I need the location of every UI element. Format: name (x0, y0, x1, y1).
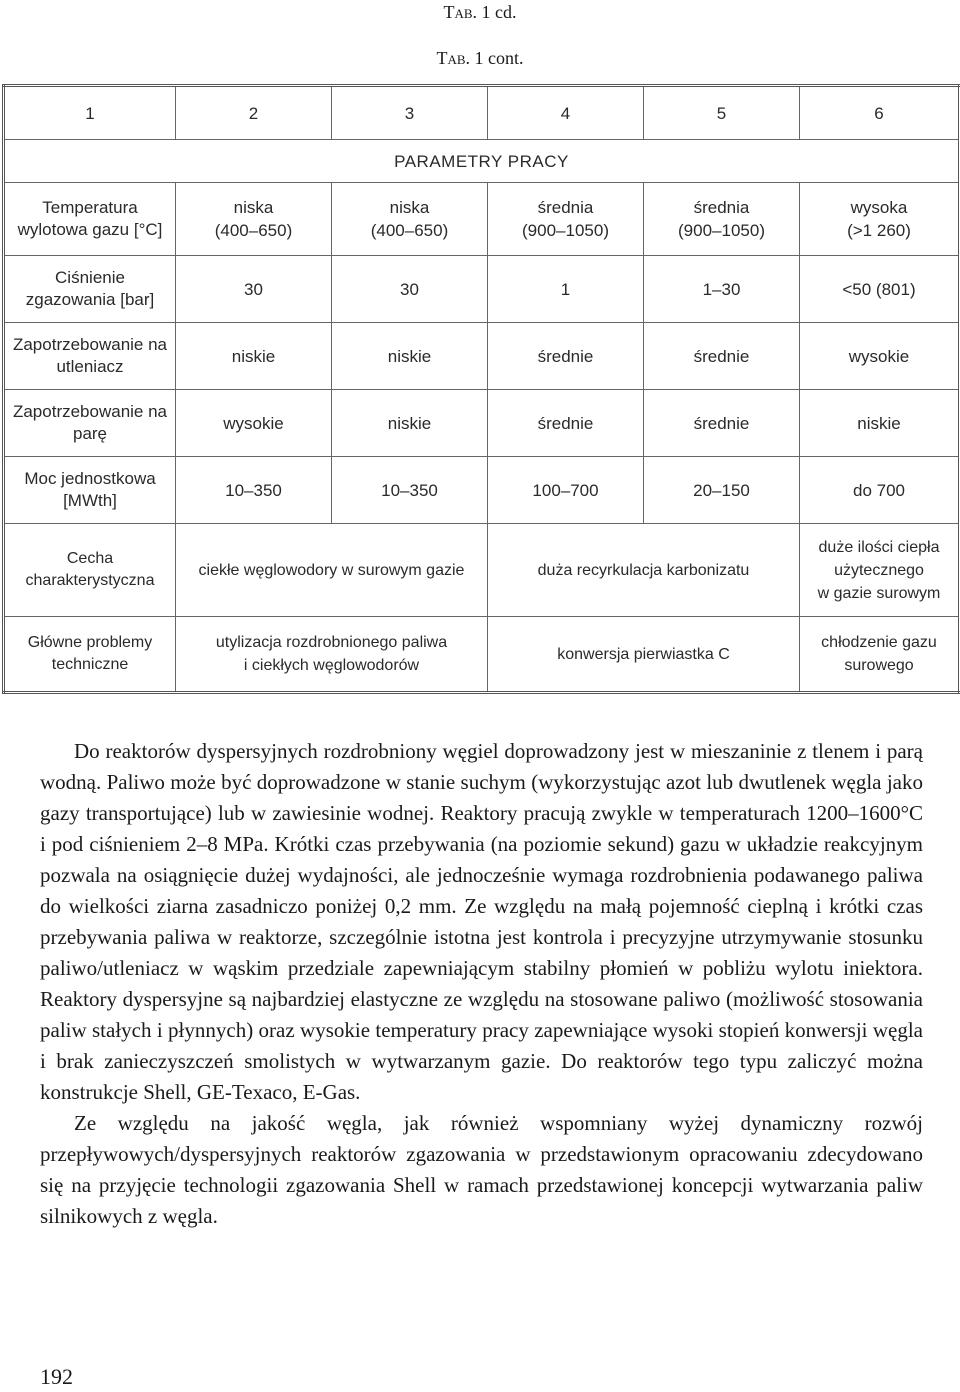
row-label: Zapotrzebowanie na parę (4, 390, 176, 457)
table-cell: średnia (900–1050) (488, 183, 644, 256)
caption-text: 1 cont. (474, 48, 524, 68)
table-cell: niska (400–650) (332, 183, 488, 256)
paragraph: Do reaktorów dyspersyjnych rozdrobniony węgiel doprowadzony jest w mieszaninie z tlenem i parą wodną. Paliwo może być doprowadzone w stanie suchym (wykorzystując azot lub dwutlenek węgla jako gazy transportujące) lub w zawiesinie wodnej. Reaktory pracują zwykle w temperaturach 1200–1600°C i pod ciśnieniem 2–8 MPa. Krótki czas przebywania (na poziomie sekund) gazu w układzie reakcyjnym pozwala na osiągnięcie dużej wydajności, ale jednocześnie wymaga rozdrobnienia podawanego paliwa do wielkości ziarna zasadniczo poniżej 0,2 mm. Ze względu na małą pojemność cieplną i krótki czas przebywania paliwa w reaktorze, szczególnie istotna jest kontrola i precyzyjne utrzymywanie stosunku paliwo/utleniacz w wąskim przedziale zapewniającym stabilny płomień w pobliżu wylotu iniektora. Reaktory dyspersyjne są najbardziej elastyczne ze względu na stosowane paliwo (możliwość stosowania paliw stałych i płynnych) oraz wysokie temperatury pracy zapewniające wysoki stopień konwersji węgla i brak zanieczyszczeń smolistych w wytwarzanym gazie. Do reaktorów tego typu zaliczyć można konstrukcje Shell, GE-Texaco, E-Gas. (40, 739, 923, 1104)
table-cell: duże ilości ciepła użytecznego w gazie surowym (800, 524, 960, 617)
column-number: 4 (488, 86, 644, 140)
table-row-steam (4, 390, 960, 457)
table-cell: wysokie (176, 390, 332, 457)
table-cell: konwersja pierwiastka C (488, 617, 800, 693)
gasifier-parameters-table (2, 84, 960, 694)
table-cell: średnie (644, 323, 800, 390)
table-cell: duża recyrkulacja karbonizatu (488, 524, 800, 617)
paragraph: Ze względu na jakość węgla, jak również wspomniany wyżej dynamiczny rozwój przepływowych/dyspersyjnych reaktorów zgazowania w przedstawionym opracowaniu zdecydowano się na przyjęcie technologii zgazowania Shell w ramach przedstawionej koncepcji wytwarzania paliw silnikowych z węgla. (40, 1111, 923, 1228)
table-row-temperature (4, 183, 960, 256)
row-label: Moc jednostkowa [MWth] (4, 457, 176, 524)
caption-text: 1 cd. (481, 2, 517, 22)
table-cell: 100–700 (488, 457, 644, 524)
table-row-oxidant (4, 323, 960, 390)
table-cell: 10–350 (176, 457, 332, 524)
column-number: 6 (800, 86, 960, 140)
row-label: Temperatura wylotowa gazu [°C] (4, 183, 176, 256)
row-label: Ciśnienie zgazowania [bar] (4, 256, 176, 323)
table-cell: wysokie (800, 323, 960, 390)
table-caption-polish (0, 2, 960, 23)
row-label: Zapotrzebowanie na utleniacz (4, 323, 176, 390)
table-cell: niska (400–650) (176, 183, 332, 256)
table-cell: średnie (488, 390, 644, 457)
table-cell: średnie (644, 390, 800, 457)
caption-prefix: Tab. (436, 48, 471, 68)
table-cell: wysoka (>1 260) (800, 183, 960, 256)
caption-prefix: Tab. (443, 2, 478, 22)
table-cell: niskie (332, 323, 488, 390)
column-number: 1 (4, 86, 176, 140)
table-cell: utylizacja rozdrobnionego paliwa i ciekłych węglowodorów (176, 617, 488, 693)
table-cell: <50 (801) (800, 256, 960, 323)
row-label: Cecha charakterystyczna (4, 524, 176, 617)
table-row-problems (4, 617, 960, 693)
table-cell: 20–150 (644, 457, 800, 524)
column-number-row (4, 86, 960, 140)
table-cell: 10–350 (332, 457, 488, 524)
table-cell: 30 (332, 256, 488, 323)
table-cell: niskie (176, 323, 332, 390)
table-cell: niskie (800, 390, 960, 457)
table-cell: średnia (900–1050) (644, 183, 800, 256)
table-cell: średnie (488, 323, 644, 390)
table-row-power (4, 457, 960, 524)
column-number: 3 (332, 86, 488, 140)
row-label: Główne problemy techniczne (4, 617, 176, 693)
section-title: PARAMETRY PRACY (4, 140, 960, 183)
table-row-pressure (4, 256, 960, 323)
table-cell: chłodzenie gazu surowego (800, 617, 960, 693)
table-cell: 30 (176, 256, 332, 323)
page-number: 192 (40, 1364, 73, 1389)
table-cell: ciekłe węglowodory w surowym gazie (176, 524, 488, 617)
column-number: 2 (176, 86, 332, 140)
table-cell: 1 (488, 256, 644, 323)
table-row-characteristic (4, 524, 960, 617)
table-cell: niskie (332, 390, 488, 457)
table-cell: 1–30 (644, 256, 800, 323)
table-caption-english (0, 48, 960, 69)
body-text (40, 736, 923, 1232)
table-cell: do 700 (800, 457, 960, 524)
column-number: 5 (644, 86, 800, 140)
section-header-row (4, 140, 960, 183)
